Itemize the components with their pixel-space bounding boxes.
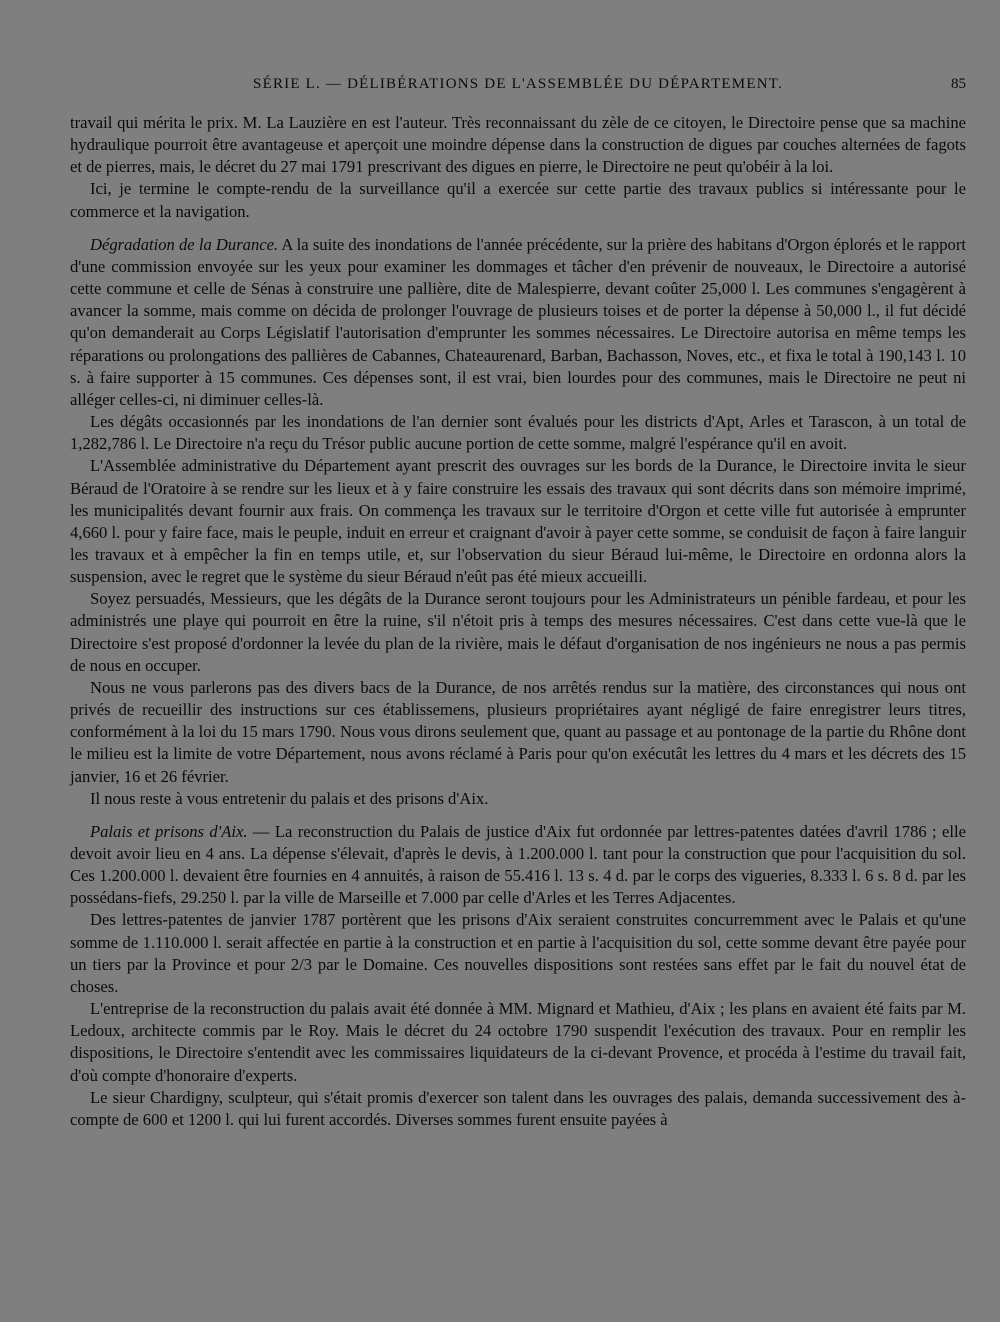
paragraph xyxy=(70,909,966,998)
paragraph xyxy=(70,112,966,178)
paragraph xyxy=(70,588,966,677)
paragraph-text: Les dégâts occasionnés par les inondations de l'an dernier sont évalués pour les districts d'Apt, Arles et Tarascon, à un total de 1,282,786 l. Le Directoire n'a reçu du Trésor public aucune portion de cette somme, malgré l'espérance qu'il en avoit. xyxy=(70,412,966,454)
body-text xyxy=(70,112,966,1131)
paragraph-text: — La reconstruction du Palais de justice d'Aix fut ordonnée par lettres-patentes datées d'avril 1786 ; elle devoit avoir lieu en 4 ans. La dépense s'élevait, d'après le devis, à 1.200.000 l. tant pour la construction que pour l'acquisition du sol. Ces 1.200.000 l. devaient être fournies en 4 annuités, à raison de 55.416 l. 13 s. 4 d. par le corps des vigueries, 8.333 l. 6 s. 8 d. par les possédans-fiefs, 29.250 l. par la ville de Marseille et 7.000 par celle d'Arles et les Terres Adjacentes. xyxy=(70,821,966,908)
section-heading: Dégradation de la Durance. xyxy=(90,234,279,254)
paragraph-text: Des lettres-patentes de janvier 1787 portèrent que les prisons d'Aix seraient construites concurremment avec le Palais et qu'une somme de 1.110.000 l. serait affectée en partie à la construction et en partie à l'acquisition du sol, cette somme devant être payée pour un tiers par la Province et pour 2/3 par le Domaine. Ces nouvelles dispositions sont restées sans effet par le fait du nouvel état de choses. xyxy=(70,910,966,996)
paragraph-text: A la suite des inondations de l'année précédente, sur la prière des habitans d'Orgon éplorés et le rapport d'une commission envoyée sur les yeux pour examiner les dommages et tâcher d'en prévenir de nouveaux, le Directoire a autorisé cette commune et celle de Sénas à construire une pallière, dite de Malespierre, devant coûter 25,000 l. Les communes s'engagèrent à avancer la somme, mais comme on décida de prolonger l'ouvrage de plusieurs toises et de porter la dépense à 50,000 l., il fut décidé qu'on demanderait au Corps Législatif l'autorisation d'emprunter les sommes nécessaires. Le Directoire autorisa en même temps les réparations ou prolongations des pallières de Cabannes, Chateaurenard, Barban, Bachasson, Noves, etc., et fixa le total à 190,143 l. 10 s. à faire supporter à 15 communes. Ces dépenses sont, il est vrai, bien lourdes pour des communes, mais le Directoire ne peut ni alléger celles-ci, ni diminuer celles-là. xyxy=(70,234,966,409)
paragraph xyxy=(70,677,966,788)
paragraph xyxy=(70,411,966,455)
paragraph-text: travail qui mérita le prix. M. La Lauzière en est l'auteur. Très reconnaissant du zèle de ce citoyen, le Directoire pense que sa machine hydraulique pourroit être avantageuse et aperçoit une moindre dépense dans la construction de digues par couches alternées de fagots et de pierres, mais, le décret du 27 mai 1791 prescrivant des digues en pierre, le Directoire ne peut qu'obéir à la loi. xyxy=(70,113,966,177)
section-heading: Palais et prisons d'Aix. xyxy=(90,821,248,841)
paragraph-text: Ici, je termine le compte-rendu de la surveillance qu'il a exercée sur cette partie des travaux publics si intéressante pour le commerce et la navigation. xyxy=(70,179,966,221)
paragraph xyxy=(70,234,966,411)
paragraph xyxy=(70,1087,966,1131)
paragraph-text: L'Assemblée administrative du Département ayant prescrit des ouvrages sur les bords de la Durance, le Directoire invita le sieur Béraud de l'Oratoire à se rendre sur les lieux et à y faire construire les essais des travaux qui sont décrits dans son mémoire imprimé, les municipalités devant fournir aux frais. On commença les travaux sur le territoire d'Orgon et cette ville fut autorisée à emprunter 4,660 l. pour y faire face, mais le peuple, induit en erreur et craignant d'avoir à payer cette somme, se conduisit de façon à faire languir les travaux et à empêcher la fin en temps utile, et, sur l'observation du sieur Béraud lui-même, le Directoire en ordonna alors la suspension, avec le regret que le système du sieur Béraud n'eût pas été mieux accueilli. xyxy=(70,456,966,587)
paragraph-text: Il nous reste à vous entretenir du palais et des prisons d'Aix. xyxy=(90,788,489,808)
paragraph xyxy=(70,455,966,588)
paragraph-text: Soyez persuadés, Messieurs, que les dégâts de la Durance seront toujours pour les Administrateurs un pénible fardeau, et pour les administrés une playe qui pourroit en être la ruine, s'il n'étoit pris à temps des mesures nécessaires. C'est dans cette vue-là que le Directoire s'est proposé d'ordonner la levée du plan de la rivière, mais le défaut d'organisation de nos ingénieurs ne nous a pas permis de nous en occuper. xyxy=(70,589,966,675)
paragraph xyxy=(70,998,966,1087)
paragraph xyxy=(70,788,966,810)
paragraph-text: Le sieur Chardigny, sculpteur, qui s'était promis d'exercer son talent dans les ouvrages des palais, demanda successivement des à-compte de 600 et 1200 l. qui lui furent accordés. Diverses sommes furent ensuite payées à xyxy=(70,1087,966,1129)
running-header xyxy=(70,76,966,98)
paragraph-text: L'entreprise de la reconstruction du palais avait été donnée à MM. Mignard et Mathieu, d'Aix ; les plans en avaient été faits par M. Ledoux, architecte commis par le Roy. Mais le décret du 24 octobre 1790 suspendit l'exécution des travaux. Pour en remplir les dispositions, le Directoire s'entendit avec les commissaires liquidateurs de la ci-devant Provence, et procéda à l'estime du travail fait, d'où compte d'honoraire d'experts. xyxy=(70,999,966,1085)
running-header-title: SÉRIE L. — DÉLIBÉRATIONS DE L'ASSEMBLÉE DU DÉPARTEMENT. xyxy=(253,76,783,92)
paragraph-text: Nous ne vous parlerons pas des divers bacs de la Durance, de nos arrêtés rendus sur la matière, des circonstances qui nous ont privés de recueillir des instructions sur ces établissemens, plusieurs propriétaires ayant négligé de faire enregistrer leurs titres, conformément à la loi du 15 mars 1790. Nous vous dirons seulement que, quant au passage et au pontonage de la partie du Rhône dont le milieu est la limite de votre Département, nous avons réclamé à Paris pour qu'on exécutât les lettres du 4 mars et les décrets des 15 janvier, 16 et 26 février. xyxy=(70,677,966,786)
paragraph xyxy=(70,178,966,222)
paragraph xyxy=(70,821,966,910)
page-number: 85 xyxy=(951,76,966,92)
